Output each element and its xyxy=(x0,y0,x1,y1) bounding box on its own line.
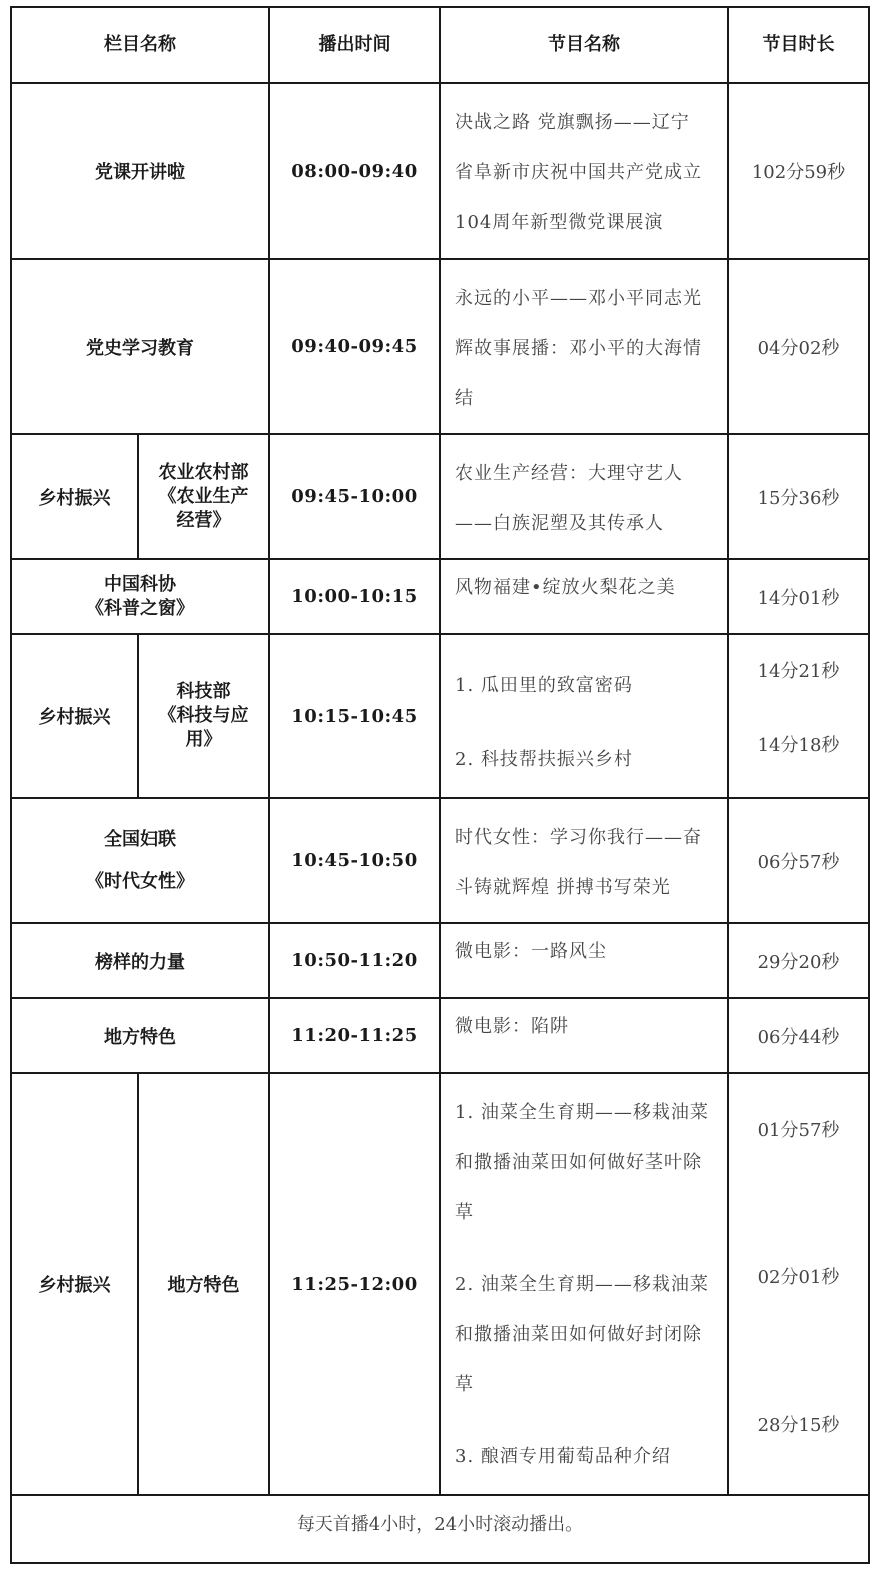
program-line: 农业生产经营：大理守艺人 xyxy=(455,463,683,484)
duration: 14分18秒 xyxy=(757,735,840,756)
header-row xyxy=(11,7,869,83)
program-item: 1. 瓜田里的致富密码 xyxy=(455,675,633,696)
program-line: 永远的小平——邓小平同志光 xyxy=(455,288,702,309)
program-line: 省阜新市庆祝中国共产党成立 xyxy=(455,162,702,183)
program-name xyxy=(440,634,728,798)
air-time: 08:00-09:40 xyxy=(269,83,440,259)
duration: 28分15秒 xyxy=(757,1415,840,1436)
table-row xyxy=(11,559,869,634)
duration: 15分36秒 xyxy=(728,434,869,559)
air-time: 10:15-10:45 xyxy=(269,634,440,798)
sub-column-name xyxy=(138,634,269,798)
table-row xyxy=(11,634,869,798)
header-air-time: 播出时间 xyxy=(269,7,440,83)
table-row xyxy=(11,83,869,259)
column-name: 党课开讲啦 xyxy=(11,83,269,259)
program-name xyxy=(440,923,728,998)
program-name xyxy=(440,434,728,559)
header-program-name: 节目名称 xyxy=(440,7,728,83)
program-line: 和撒播油菜田如何做好茎叶除 xyxy=(455,1152,702,1173)
program-line: 微电影：一路风尘 xyxy=(455,941,607,962)
sub-column-line: 经营》 xyxy=(176,509,231,531)
column-line: 《科普之窗》 xyxy=(86,597,194,619)
footer-note: 每天首播4小时，24小时滚动播出。 xyxy=(11,1495,869,1563)
sub-column-name xyxy=(138,434,269,559)
program-line: 1. 油菜全生育期——移栽油菜 xyxy=(455,1102,709,1123)
duration: 102分59秒 xyxy=(728,83,869,259)
sub-column-line: 农业农村部 xyxy=(158,461,249,483)
program-line: 辉故事展播：邓小平的大海情 xyxy=(455,338,702,359)
duration: 02分01秒 xyxy=(757,1267,840,1288)
column-name: 地方特色 xyxy=(11,998,269,1073)
column-name: 乡村振兴 xyxy=(11,1073,138,1495)
column-name: 乡村振兴 xyxy=(11,634,138,798)
duration: 14分21秒 xyxy=(757,661,840,682)
program-line: 草 xyxy=(455,1374,474,1395)
column-name xyxy=(11,559,269,634)
header-duration: 节目时长 xyxy=(728,7,869,83)
program-name xyxy=(440,559,728,634)
program-name xyxy=(440,998,728,1073)
table-row xyxy=(11,1073,869,1495)
program-line: 草 xyxy=(455,1202,474,1223)
spacer xyxy=(455,1410,715,1432)
column-name: 党史学习教育 xyxy=(11,259,269,434)
air-time: 10:45-10:50 xyxy=(269,798,440,923)
program-name xyxy=(440,1073,728,1495)
header-column-name: 栏目名称 xyxy=(11,7,269,83)
column-name xyxy=(11,798,269,923)
air-time: 09:40-09:45 xyxy=(269,259,440,434)
program-line: 时代女性：学习你我行——奋 xyxy=(455,827,702,848)
program-line: 决战之路 党旗飘扬——辽宁 xyxy=(455,112,690,133)
program-line: 结 xyxy=(455,388,474,409)
footer-row xyxy=(11,1495,869,1563)
program-name xyxy=(440,83,728,259)
sub-column-line: 用》 xyxy=(185,729,222,750)
duration: 14分01秒 xyxy=(728,559,869,634)
program-line: 104周年新型微党课展演 xyxy=(455,212,664,233)
table-row xyxy=(11,923,869,998)
duration-cell xyxy=(728,634,869,798)
sub-column-name: 地方特色 xyxy=(138,1073,269,1495)
air-time: 10:50-11:20 xyxy=(269,923,440,998)
duration: 06分44秒 xyxy=(728,998,869,1073)
schedule-table xyxy=(10,6,870,1564)
program-item: 2. 科技帮扶振兴乡村 xyxy=(455,749,633,770)
program-line: 和撒播油菜田如何做好封闭除 xyxy=(455,1324,702,1345)
duration: 06分57秒 xyxy=(728,798,869,923)
air-time: 09:45-10:00 xyxy=(269,434,440,559)
program-line: ——白族泥塑及其传承人 xyxy=(455,513,664,534)
sub-column-line: 《科技与应 xyxy=(158,705,249,726)
spacer xyxy=(455,1238,715,1260)
duration: 01分57秒 xyxy=(757,1120,840,1141)
program-name xyxy=(440,259,728,434)
sub-column-line: 《农业生产 xyxy=(158,485,249,507)
program-line: 风物福建•绽放火梨花之美 xyxy=(455,577,676,598)
duration: 04分02秒 xyxy=(728,259,869,434)
column-line: 中国科协 xyxy=(104,573,176,595)
program-line: 2. 油菜全生育期——移栽油菜 xyxy=(455,1274,709,1295)
air-time: 11:20-11:25 xyxy=(269,998,440,1073)
sub-column-line: 科技部 xyxy=(176,681,231,702)
table-row xyxy=(11,259,869,434)
program-line: 微电影：陷阱 xyxy=(455,1016,569,1037)
program-line: 斗铸就辉煌 拼搏书写荣光 xyxy=(455,877,671,898)
column-name: 榜样的力量 xyxy=(11,923,269,998)
column-line: 全国妇联 xyxy=(104,828,176,850)
table-row xyxy=(11,798,869,923)
program-name xyxy=(440,798,728,923)
table-row xyxy=(11,998,869,1073)
air-time: 10:00-10:15 xyxy=(269,559,440,634)
program-line: 3. 酿酒专用葡萄品种介绍 xyxy=(455,1446,671,1467)
air-time: 11:25-12:00 xyxy=(269,1073,440,1495)
column-name: 乡村振兴 xyxy=(11,434,138,559)
duration-cell xyxy=(728,1073,869,1495)
table-row xyxy=(11,434,869,559)
duration: 29分20秒 xyxy=(728,923,869,998)
column-line: 《时代女性》 xyxy=(86,870,194,892)
